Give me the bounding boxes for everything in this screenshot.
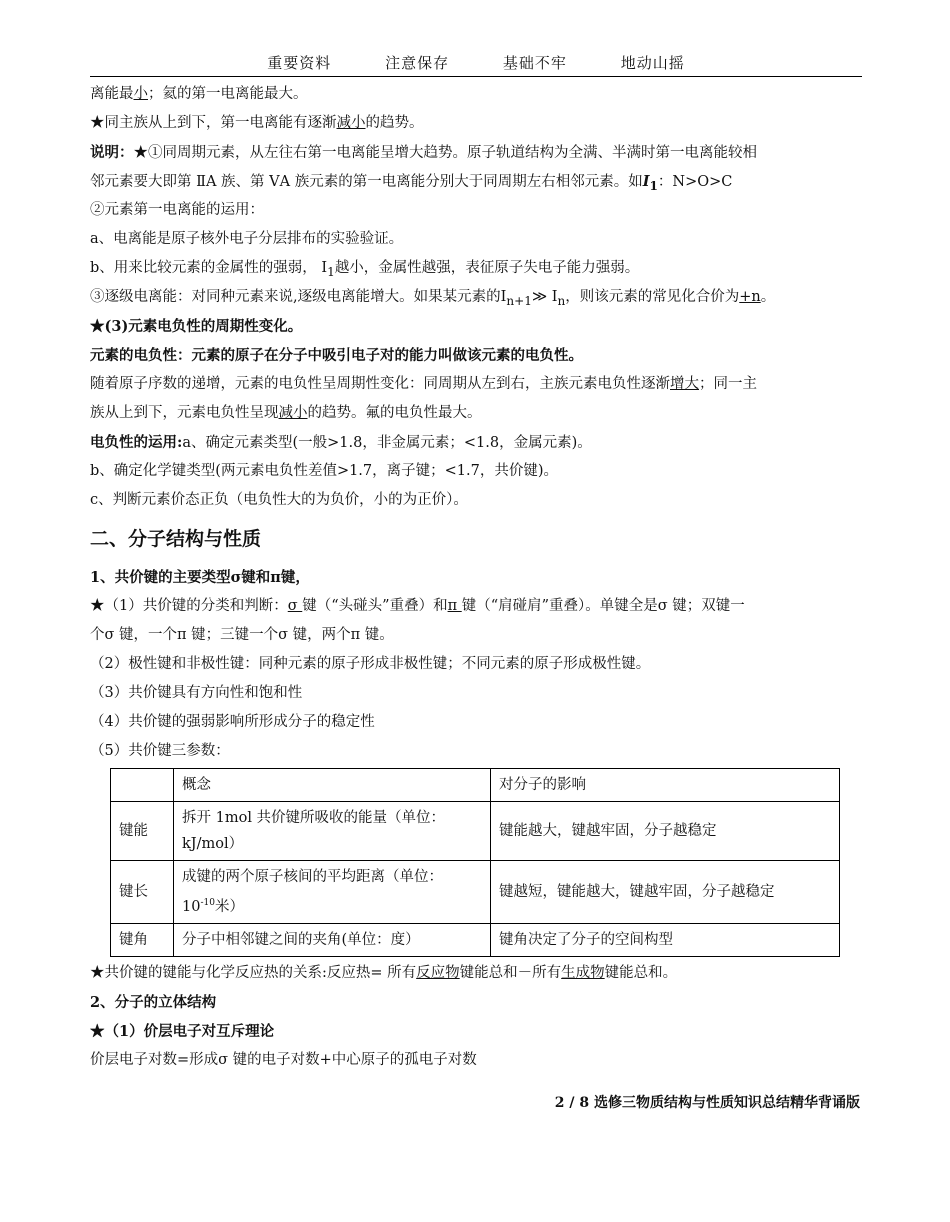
document-body	[90, 80, 862, 1075]
text-line: （2）极性键和非极性键：同种元素的原子形成非极性键；不同元素的原子形成极性键。	[90, 656, 651, 672]
text-line: c、判断元素价态正负（电负性大的为负价，小的为正价）。	[90, 492, 468, 508]
header-item: 地动山摇	[620, 54, 685, 72]
table-cell: 键角	[111, 923, 174, 956]
text-line: 邻元素要大即第 ⅡA 族、第 ⅤA 族元素的第一电离能分别大于同周期左右相邻元素。如$I_1$：N>O>C	[90, 173, 733, 193]
text-line: （3）共价键具有方向性和饱和性	[90, 685, 303, 701]
table-row	[111, 861, 840, 924]
header-item: 重要资料	[267, 54, 332, 72]
table-header-row	[111, 769, 840, 802]
text-line: 随着原子序数的递增，元素的电负性呈周期性变化：同周期从左到右，主族元素电负性逐渐增大；同一主	[90, 376, 757, 392]
text-line: （4）共价键的强弱影响所形成分子的稳定性	[90, 714, 375, 730]
text-line: 价层电子对数=形成σ 键的电子对数+中心原子的孤电子对数	[90, 1051, 477, 1068]
header-item: 注意保存	[385, 54, 450, 72]
subsection-heading: 1、共价键的主要类型σ键和π键，	[90, 569, 310, 586]
table-header-cell	[111, 769, 174, 802]
table-cell: 成键的两个原子核间的平均距离（单位： $10^{-10}$米）	[174, 861, 491, 924]
section-heading: 二、分子结构与性质	[90, 528, 262, 550]
text-line: 元素的电负性：元素的原子在分子中吸引电子对的能力叫做该元素的电负性。	[90, 347, 583, 364]
text-line: ★共价键的键能与化学反应热的关系:反应热= 所有反应物键能总和－所有生成物键能总和。	[90, 964, 678, 981]
text-line: ③逐级电离能：对同种元素来说,逐级电离能增大。如果某元素的$I_{n+1}≫$ $I_n$，则该元素的常见化合价为+n。	[90, 289, 776, 308]
subsection-heading: ★（1）价层电子对互斥理论	[90, 1022, 275, 1040]
text-line: ★同主族从上到下，第一电离能有逐渐减小的趋势。	[90, 115, 424, 131]
text-line: ★（1）共价键的分类和判断：σ 键（“头碰头”重叠）和π 键（“肩碰肩”重叠）。单键全是σ 键；双键一	[90, 598, 745, 614]
text-line: ★(3)元素电负性的周期性变化。	[90, 318, 303, 335]
text-line: ②元素第一电离能的运用：	[90, 202, 264, 218]
text-line: b、用来比较元素的金属性的强弱， $I_1$越小，金属性越强，表征原子失电子能力强弱。	[90, 260, 640, 279]
subsection-heading: 2、分子的立体结构	[90, 993, 217, 1011]
text-line: a、电离能是原子核外电子分层排布的实验验证。	[90, 231, 404, 247]
table-row	[111, 802, 840, 861]
table-cell: 键能	[111, 802, 174, 861]
text-line: 族从上到下，元素电负性呈现减小的趋势。氟的电负性最大。	[90, 405, 482, 421]
text-line: 离能最小；氦的第一电离能最大。	[90, 86, 308, 102]
bond-parameters-table	[110, 768, 840, 957]
text-line: b、确定化学键类型(两元素电负性差值>1.7，离子键；<1.7，共价键)。	[90, 463, 559, 479]
table-cell: 键越短，键能越大，键越牢固，分子越稳定	[491, 861, 840, 924]
table-header-cell: 对分子的影响	[491, 769, 840, 802]
text-line: 说明：★①同周期元素，从左往右第一电离能呈增大趋势。原子轨道结构为全满、半满时第一电离能较相	[90, 144, 757, 161]
table-header-cell: 概念	[174, 769, 491, 802]
page-header	[90, 52, 862, 77]
text-line: （5）共价键三参数：	[90, 743, 230, 759]
table-cell: 键角决定了分子的空间构型	[491, 923, 840, 956]
text-line: 个σ 键，一个π 键；三键一个σ 键，两个π 键。	[90, 627, 394, 643]
table-cell: 键能越大，键越牢固，分子越稳定	[491, 802, 840, 861]
table-cell: 分子中相邻键之间的夹角(单位：度）	[174, 923, 491, 956]
text-line: 电负性的运用:a、确定元素类型(一般>1.8，非金属元素；<1.8，金属元素)。	[90, 434, 592, 451]
table-cell: 拆开 1mol 共价键所吸收的能量（单位： kJ/mol）	[174, 802, 491, 861]
page-footer: 2 / 8 选修三物质结构与性质知识总结精华背诵版	[554, 1095, 860, 1111]
header-item: 基础不牢	[502, 54, 567, 72]
table-row	[111, 923, 840, 956]
table-cell: 键长	[111, 861, 174, 924]
